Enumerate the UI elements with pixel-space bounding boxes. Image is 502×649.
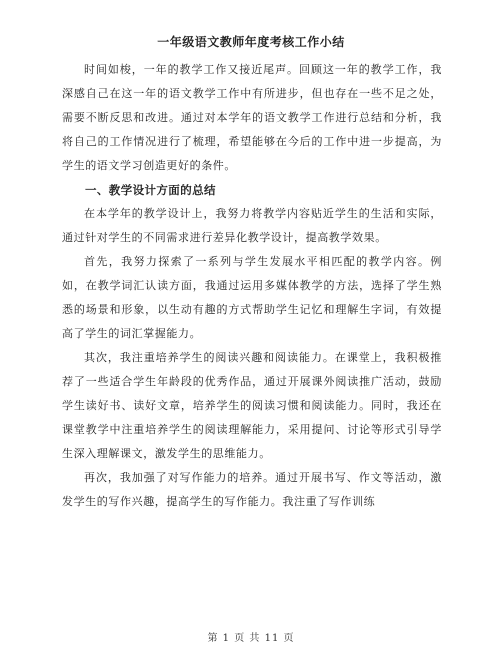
body-paragraph: 首先，我努力探索了一系列与学生发展水平相匹配的教学内容。例如，在教学词汇认读方面，我通过运用多媒体教学的方法，选择了学生熟悉的场景和形象，以生动有趣的方式帮助学生记忆和理解生字词，有效提高了学生的词汇掌握能力。 xyxy=(62,255,442,340)
body-paragraph: 再次，我加强了对写作能力的培养。通过开展书写、作文等活动，激发学生的写作兴趣，提高学生的写作能力。我注重了写作训练 xyxy=(62,471,442,508)
body-paragraph: 在本学年的教学设计上，我努力将教学内容贴近学生的生活和实际，通过针对学生的不同需求进行差异化教学设计，提高教学效果。 xyxy=(62,207,442,244)
page-number-footer: 第 1 页 共 11 页 xyxy=(207,633,295,644)
intro-paragraph: 时间如梭，一年的教学工作又接近尾声。回顾这一年的教学工作，我深感自己在这一年的语文教学工作中有所进步，但也存在一些不足之处，需要不断反思和改进。通过对本学年的语文教学工作进行总结和分析，我将自己的工作情况进行了梳理，希望能够在今后的工作中进一步提高，为学生的语文学习创造更好的条件。 xyxy=(62,63,442,172)
body-paragraph: 其次，我注重培养学生的阅读兴趣和阅读能力。在课堂上，我积极推荐了一些适合学生年龄段的优秀作品，通过开展课外阅读推广活动，鼓励学生读好书、读好文章，培养学生的阅读习惯和阅读能力。同时，我还在课堂教学中注重培养学生的阅读理解能力，采用提问、讨论等形式引导学生深入理解课文，激发学生的思维能力。 xyxy=(62,351,442,460)
document-body xyxy=(62,58,442,514)
section-heading: 一、教学设计方面的总结 xyxy=(85,183,216,197)
document-title: 一年级语文教师年度考核工作小结 xyxy=(157,35,345,49)
